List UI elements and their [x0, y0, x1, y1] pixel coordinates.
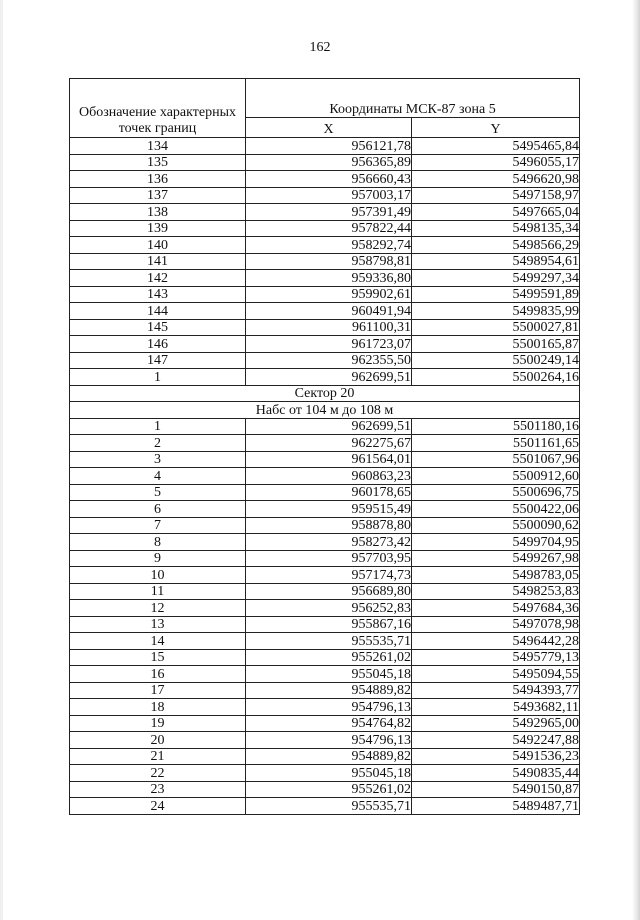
table-row — [70, 154, 580, 171]
x-coordinate-cell: 954889,82 — [246, 682, 412, 699]
table-row — [70, 765, 580, 782]
point-number-cell: 136 — [70, 171, 246, 188]
y-coordinate-cell: 5494393,77 — [412, 682, 580, 699]
point-number-cell: 3 — [70, 451, 246, 468]
y-coordinate-cell: 5498566,29 — [412, 237, 580, 254]
x-coordinate-cell: 958292,74 — [246, 237, 412, 254]
table-row — [70, 319, 580, 336]
point-number-cell: 145 — [70, 319, 246, 336]
section-row — [70, 385, 580, 402]
x-coordinate-cell: 961100,31 — [246, 319, 412, 336]
point-number-cell: 1 — [70, 418, 246, 435]
table-row — [70, 204, 580, 221]
y-coordinate-cell: 5496055,17 — [412, 154, 580, 171]
section-title: Набс от 104 м до 108 м — [70, 402, 580, 419]
x-coordinate-cell: 956660,43 — [246, 171, 412, 188]
x-coordinate-cell: 962699,51 — [246, 418, 412, 435]
y-coordinate-cell: 5496442,28 — [412, 633, 580, 650]
x-coordinate-cell: 956252,83 — [246, 600, 412, 617]
table-row — [70, 369, 580, 386]
table-row — [70, 336, 580, 353]
y-coordinate-cell: 5492965,00 — [412, 715, 580, 732]
x-coordinate-cell: 960863,23 — [246, 468, 412, 485]
x-coordinate-cell: 959336,80 — [246, 270, 412, 287]
table-row — [70, 451, 580, 468]
point-number-cell: 17 — [70, 682, 246, 699]
x-coordinate-cell: 955535,71 — [246, 798, 412, 815]
point-number-cell: 24 — [70, 798, 246, 815]
x-coordinate-cell: 954796,13 — [246, 699, 412, 716]
table-row — [70, 352, 580, 369]
y-coordinate-cell: 5500027,81 — [412, 319, 580, 336]
x-coordinate-cell: 957003,17 — [246, 187, 412, 204]
x-coordinate-cell: 956689,80 — [246, 583, 412, 600]
x-coordinate-cell: 959902,61 — [246, 286, 412, 303]
y-coordinate-cell: 5499267,98 — [412, 550, 580, 567]
point-number-cell: 15 — [70, 649, 246, 666]
point-designation-header: Обозначение характерных точек границ — [70, 79, 246, 138]
point-number-cell: 14 — [70, 633, 246, 650]
x-coordinate-cell: 956365,89 — [246, 154, 412, 171]
point-number-cell: 142 — [70, 270, 246, 287]
y-coordinate-cell: 5500912,60 — [412, 468, 580, 485]
table-row — [70, 220, 580, 237]
table-row — [70, 550, 580, 567]
table-row — [70, 633, 580, 650]
point-number-cell: 22 — [70, 765, 246, 782]
y-coordinate-cell: 5495779,13 — [412, 649, 580, 666]
table-row — [70, 418, 580, 435]
table-row — [70, 798, 580, 815]
x-coordinate-cell: 954764,82 — [246, 715, 412, 732]
y-coordinate-cell: 5499591,89 — [412, 286, 580, 303]
x-coordinate-cell: 955261,02 — [246, 781, 412, 798]
y-coordinate-cell: 5500165,87 — [412, 336, 580, 353]
scan-shadow-left — [0, 0, 3, 920]
point-number-cell: 12 — [70, 600, 246, 617]
x-coordinate-cell: 959515,49 — [246, 501, 412, 518]
y-coordinate-cell: 5497158,97 — [412, 187, 580, 204]
y-coordinate-cell: 5492247,88 — [412, 732, 580, 749]
page-number: 162 — [309, 40, 331, 55]
section-row — [70, 402, 580, 419]
table-body — [70, 138, 580, 815]
y-coordinate-cell: 5491536,23 — [412, 748, 580, 765]
point-number-cell: 10 — [70, 567, 246, 584]
table-row — [70, 501, 580, 518]
table-row — [70, 270, 580, 287]
table-row — [70, 517, 580, 534]
y-coordinate-cell: 5498135,34 — [412, 220, 580, 237]
point-number-cell: 144 — [70, 303, 246, 320]
x-coordinate-cell: 958878,80 — [246, 517, 412, 534]
coordinates-system-header: Координаты МСК-87 зона 5 — [246, 79, 580, 118]
x-coordinate-cell: 960178,65 — [246, 484, 412, 501]
table-row — [70, 171, 580, 188]
table-row — [70, 715, 580, 732]
table-row — [70, 649, 580, 666]
y-coordinate-cell: 5490835,44 — [412, 765, 580, 782]
y-coordinate-cell: 5500422,06 — [412, 501, 580, 518]
point-number-cell: 143 — [70, 286, 246, 303]
point-number-cell: 139 — [70, 220, 246, 237]
table-row — [70, 253, 580, 270]
y-column-header: Y — [412, 118, 580, 138]
point-number-cell: 8 — [70, 534, 246, 551]
table-row — [70, 303, 580, 320]
table-row — [70, 286, 580, 303]
point-number-cell: 16 — [70, 666, 246, 683]
table-row — [70, 781, 580, 798]
point-number-cell: 19 — [70, 715, 246, 732]
table-row — [70, 699, 580, 716]
x-coordinate-cell: 954889,82 — [246, 748, 412, 765]
y-coordinate-cell: 5500696,75 — [412, 484, 580, 501]
x-coordinate-cell: 955535,71 — [246, 633, 412, 650]
y-coordinate-cell: 5501180,16 — [412, 418, 580, 435]
point-number-cell: 4 — [70, 468, 246, 485]
table-row — [70, 187, 580, 204]
y-coordinate-cell: 5500249,14 — [412, 352, 580, 369]
point-number-cell: 134 — [70, 138, 246, 155]
x-coordinate-cell: 960491,94 — [246, 303, 412, 320]
y-coordinate-cell: 5490150,87 — [412, 781, 580, 798]
y-coordinate-cell: 5497684,36 — [412, 600, 580, 617]
coordinates-table — [69, 78, 580, 815]
table-row — [70, 666, 580, 683]
point-number-cell: 141 — [70, 253, 246, 270]
x-coordinate-cell: 957703,95 — [246, 550, 412, 567]
table-row — [70, 138, 580, 155]
point-number-cell: 9 — [70, 550, 246, 567]
x-coordinate-cell: 954796,13 — [246, 732, 412, 749]
point-number-cell: 137 — [70, 187, 246, 204]
point-number-cell: 18 — [70, 699, 246, 716]
scan-shadow-right — [632, 0, 640, 920]
y-coordinate-cell: 5501161,65 — [412, 435, 580, 452]
x-coordinate-cell: 958798,81 — [246, 253, 412, 270]
y-coordinate-cell: 5500264,16 — [412, 369, 580, 386]
section-title: Сектор 20 — [70, 385, 580, 402]
x-coordinate-cell: 957822,44 — [246, 220, 412, 237]
y-coordinate-cell: 5499297,34 — [412, 270, 580, 287]
y-coordinate-cell: 5498783,05 — [412, 567, 580, 584]
y-coordinate-cell: 5499835,99 — [412, 303, 580, 320]
point-number-cell: 2 — [70, 435, 246, 452]
point-number-cell: 135 — [70, 154, 246, 171]
y-coordinate-cell: 5500090,62 — [412, 517, 580, 534]
point-number-cell: 11 — [70, 583, 246, 600]
x-coordinate-cell: 957174,73 — [246, 567, 412, 584]
x-coordinate-cell: 958273,42 — [246, 534, 412, 551]
point-number-cell: 6 — [70, 501, 246, 518]
y-coordinate-cell: 5498954,61 — [412, 253, 580, 270]
point-number-cell: 7 — [70, 517, 246, 534]
x-coordinate-cell: 955261,02 — [246, 649, 412, 666]
y-coordinate-cell: 5495465,84 — [412, 138, 580, 155]
y-coordinate-cell: 5497078,98 — [412, 616, 580, 633]
table-row — [70, 237, 580, 254]
table-row — [70, 583, 580, 600]
x-coordinate-cell: 962275,67 — [246, 435, 412, 452]
table-row — [70, 682, 580, 699]
x-coordinate-cell: 955045,18 — [246, 666, 412, 683]
table-row — [70, 748, 580, 765]
table-row — [70, 484, 580, 501]
x-coordinate-cell: 956121,78 — [246, 138, 412, 155]
x-coordinate-cell: 955045,18 — [246, 765, 412, 782]
y-coordinate-cell: 5497665,04 — [412, 204, 580, 221]
y-coordinate-cell: 5493682,11 — [412, 699, 580, 716]
point-number-cell: 5 — [70, 484, 246, 501]
y-coordinate-cell: 5496620,98 — [412, 171, 580, 188]
point-number-cell: 13 — [70, 616, 246, 633]
table-row — [70, 435, 580, 452]
x-coordinate-cell: 961564,01 — [246, 451, 412, 468]
x-coordinate-cell: 955867,16 — [246, 616, 412, 633]
point-number-cell: 21 — [70, 748, 246, 765]
point-number-cell: 147 — [70, 352, 246, 369]
point-number-cell: 146 — [70, 336, 246, 353]
x-coordinate-cell: 957391,49 — [246, 204, 412, 221]
y-coordinate-cell: 5501067,96 — [412, 451, 580, 468]
x-coordinate-cell: 961723,07 — [246, 336, 412, 353]
table-row — [70, 616, 580, 633]
y-coordinate-cell: 5489487,71 — [412, 798, 580, 815]
table-row — [70, 567, 580, 584]
y-coordinate-cell: 5498253,83 — [412, 583, 580, 600]
table-row — [70, 534, 580, 551]
point-number-cell: 140 — [70, 237, 246, 254]
y-coordinate-cell: 5495094,55 — [412, 666, 580, 683]
y-coordinate-cell: 5499704,95 — [412, 534, 580, 551]
table-row — [70, 600, 580, 617]
x-coordinate-cell: 962355,50 — [246, 352, 412, 369]
point-number-cell: 23 — [70, 781, 246, 798]
point-number-cell: 1 — [70, 369, 246, 386]
table-row — [70, 732, 580, 749]
x-column-header: X — [246, 118, 412, 138]
point-number-cell: 20 — [70, 732, 246, 749]
point-number-cell: 138 — [70, 204, 246, 221]
x-coordinate-cell: 962699,51 — [246, 369, 412, 386]
table-row — [70, 468, 580, 485]
